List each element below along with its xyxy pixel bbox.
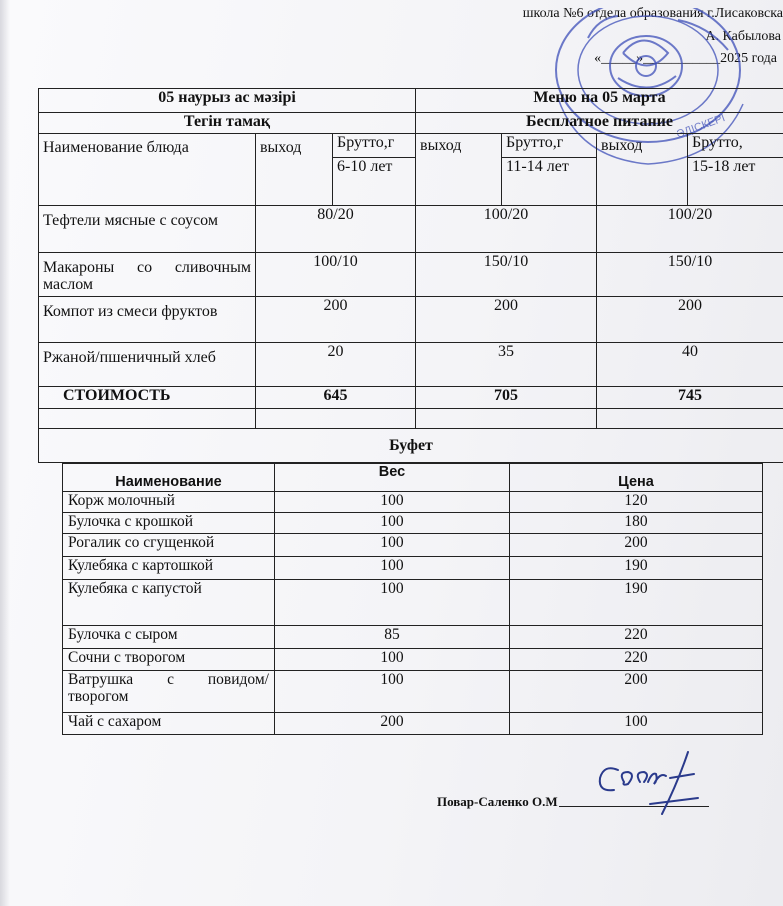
dish-value-11-14: 150/10 <box>416 253 597 297</box>
col-gross1-header: Брутто,г <box>333 134 416 158</box>
col-out2-header: выход <box>416 134 502 206</box>
free-meal-kz: Тегін тамақ <box>39 113 416 134</box>
age-group-3: 15-18 лет <box>688 158 783 206</box>
dish-name: Макароны со сливочным маслом <box>39 253 256 297</box>
list-item <box>63 671 763 713</box>
cost-11-14: 705 <box>416 387 597 409</box>
list-item <box>63 513 763 534</box>
dish-value-6-10: 100/10 <box>256 253 416 297</box>
seal-text: ӘДІСКЕРІ <box>674 112 727 141</box>
buffet-item-weight: 200 <box>275 713 510 735</box>
buffet-item-price: 100 <box>510 713 763 735</box>
empty-row <box>39 409 783 429</box>
dish-value-15-18: 40 <box>597 343 783 387</box>
dish-value-11-14: 200 <box>416 297 597 343</box>
dish-name: Ржаной/пшеничный хлеб <box>39 343 256 387</box>
cost-6-10: 645 <box>256 387 416 409</box>
col-gross3-header: Брутто, <box>688 134 783 158</box>
menu-title-ru: Меню на 05 марта <box>416 89 783 113</box>
buffet-item-price: 180 <box>510 513 763 534</box>
buffet-title-row <box>39 429 783 463</box>
free-meal-table <box>38 88 783 463</box>
buffet-item-price: 190 <box>510 557 763 580</box>
buffet-item-price: 190 <box>510 580 763 626</box>
dish-value-11-14: 100/20 <box>416 206 597 253</box>
list-item <box>63 580 763 626</box>
buffet-item-name: Сочни с творогом <box>63 649 275 671</box>
cost-15-18: 745 <box>597 387 783 409</box>
cost-label: СТОИМОСТЬ <box>39 387 256 409</box>
buffet-item-name: Кулебяка с картошкой <box>63 557 275 580</box>
dish-value-11-14: 35 <box>416 343 597 387</box>
buffet-header-price: Цена <box>510 464 763 492</box>
buffet-item-weight: 85 <box>275 626 510 649</box>
col-gross2-header: Брутто,г <box>502 134 597 158</box>
buffet-item-weight: 100 <box>275 649 510 671</box>
dish-value-6-10: 200 <box>256 297 416 343</box>
buffet-item-price: 200 <box>510 534 763 557</box>
buffet-table <box>62 463 763 735</box>
list-item <box>63 649 763 671</box>
buffet-item-name: Кулебяка с капустой <box>63 580 275 626</box>
buffet-item-weight: 100 <box>275 492 510 513</box>
buffet-item-weight: 100 <box>275 534 510 557</box>
free-meal-ru: Бесплатное питание <box>416 113 783 134</box>
chef-name: Повар-Саленко О.М <box>437 794 558 809</box>
dish-name: Компот из смеси фруктов <box>39 297 256 343</box>
buffet-item-weight: 100 <box>275 671 510 713</box>
handwritten-signature <box>590 748 710 818</box>
buffet-item-price: 200 <box>510 671 763 713</box>
approval-date: «_____»___________2025 года <box>594 51 777 66</box>
buffet-item-price: 220 <box>510 649 763 671</box>
approval-block <box>523 0 783 68</box>
list-item <box>63 557 763 580</box>
list-item <box>63 713 763 735</box>
col-dish-header: Наименование блюда <box>39 134 256 206</box>
list-item <box>63 626 763 649</box>
buffet-item-name: Рогалик со сгущенкой <box>63 534 275 557</box>
page-fold-shadow <box>0 0 10 906</box>
buffet-header-name: Наименование <box>63 464 275 492</box>
buffet-item-name: Ватрушка с повидом/творогом <box>63 671 275 713</box>
dish-value-15-18: 200 <box>597 297 783 343</box>
approval-school: школа №6 отдела образования г.Лисаковска <box>522 6 783 21</box>
buffet-item-weight: 100 <box>275 580 510 626</box>
dish-name: Тефтели мясные с соусом <box>39 206 256 253</box>
table-row <box>39 343 783 387</box>
buffet-item-price: 120 <box>510 492 763 513</box>
buffet-item-name: Булочка с сыром <box>63 626 275 649</box>
table-row <box>39 297 783 343</box>
buffet-title: Буфет <box>39 429 783 463</box>
list-item <box>63 492 763 513</box>
buffet-item-name: Булочка с крошкой <box>63 513 275 534</box>
dish-value-15-18: 100/20 <box>597 206 783 253</box>
list-item <box>63 534 763 557</box>
approval-director: А. Кабылова <box>705 29 781 44</box>
col-out1-header: выход <box>256 134 333 206</box>
age-group-2: 11-14 лет <box>502 158 597 206</box>
buffet-item-weight: 100 <box>275 557 510 580</box>
buffet-item-price: 220 <box>510 626 763 649</box>
table-row <box>39 206 783 253</box>
col-out3-header: выход <box>597 134 688 206</box>
menu-title-kz: 05 наурыз ас мәзірі <box>39 89 416 113</box>
dish-value-6-10: 80/20 <box>256 206 416 253</box>
buffet-header-weight: Вес <box>275 464 510 492</box>
cost-row <box>39 387 783 409</box>
buffet-item-weight: 100 <box>275 513 510 534</box>
table-row <box>39 253 783 297</box>
dish-value-6-10: 20 <box>256 343 416 387</box>
age-group-1: 6-10 лет <box>333 158 416 206</box>
buffet-item-name: Чай с сахаром <box>63 713 275 735</box>
dish-value-15-18: 150/10 <box>597 253 783 297</box>
buffet-item-name: Корж молочный <box>63 492 275 513</box>
